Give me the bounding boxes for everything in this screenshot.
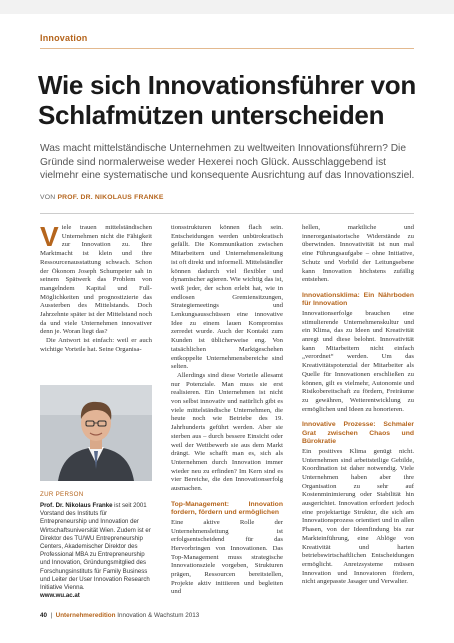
subhead-innovationsklima: Innovationsklima: Ein Nährboden für Innovation <box>302 291 414 308</box>
page-footer <box>40 612 199 619</box>
subhead-innovative-prozesse: Innovative Prozesse: Schmaler Grat zwischen Chaos und Bürokratie <box>302 421 414 446</box>
col3-paragraph-1: hellen, marktliche und innerorganisatorische Widerstände zu überwinden. Innovativität ist nun mal eine Führungsaufgabe – ohne Initiative, Schutz und Vorbild der Leitungsebene kann Innovation höchstens zufällig entstehen. <box>302 224 414 284</box>
author-url-link[interactable]: www.wu.ac.at <box>40 592 80 600</box>
section-rule <box>40 48 414 49</box>
col1-paragraph-1: Viele trauen mittelständischen Unternehmen nicht die Fähigkeit zur Innovation zu. Ihre Marktmacht ist klein und ihre Ressourcenausstattung schwach. Schon der Ökonom Joseph Schumpeter sah in seinem Spätwerk das Problem von mangelndem Kapital und Full-Möglichkeiten und prognostizierte das Aussterben des Mittelstands. Doch Jahrzehnte später ist der Mittelstand noch da und viele Unternehmen innovativer denn je. Woran liegt das? <box>40 221 152 336</box>
author-name: Prof. Dr. Nikolaus Franke <box>40 502 113 509</box>
col2-paragraph-2: Allerdings sind diese Vorteile allesamt nur Potenziale. Man muss sie erst realisieren. Ein Unternehmen ist nicht von selbst innovativ und natürlich gibt es viele mittelständische Unternehmen, die heute noch wie Betriebe des 19. Jahrhunderts geführt werden. Aber sie sterben aus – durch bessere Einsicht oder weil der Wettbewerb sie aus dem Markt drängt. Wie schafft man es, sich als Unternehmen durch Innovation immer wieder neu zu erfinden? Im Kern sind es vier Bereiche, die den Innovationserfolg ausmachen. <box>171 371 283 493</box>
article-subtitle: Was macht mittelständische Unternehmen zu weltweiten Innovationsführern? Die Gründe sind normalerweise weder Hexerei noch Glück. Ausschlaggebend ist vielmehr eine systematische und konsequente Ausrichtung auf das Innovationsziel. <box>40 143 415 181</box>
page-number: 40 <box>40 612 48 619</box>
column-2 <box>171 224 283 597</box>
portrait-illustration <box>40 385 152 481</box>
magazine-name: Unternehmeredition <box>55 612 116 619</box>
col2-paragraph-3: Eine aktive Rolle der Unternehmensleitung ist erfolgsentscheidend für das Hervorbringen von Innovationen. Das Top-Management muss strategische Innovationsziele vorgeben, Strukturen prägen, Ressourcen bereitstellen, Projekte aktiv initiieren und begleiten und <box>171 518 283 596</box>
col3-paragraph-3: Ein positives Klima genügt nicht. Unternehmen sind arbeitsteilige Gebilde, Koordination ist daher notwendig. Viele Unternehmen haben aber ihre Organisation zu sehr auf Kostenminimierung oder Stabilität hin ausgerichtet. Innovation erfordert jedoch eine projektartige Struktur, die sich am Innovationsprozess orientiert und in allen Phasen, von der Ideenfindung bis zur Markteinführung, eine Ablöge von Kreativität und harten betriebswirtschaftlichen Entscheidungen ermöglicht. Anreizsysteme müssen Innovation und Innovatoren fördern, nicht angepasste Jasager und Verwalter. <box>302 447 414 586</box>
article-headline: Wie sich Innovationsführer von Schlafmützen unterscheiden <box>38 70 416 130</box>
col1-paragraph-2: Die Antwort ist einfach: weil er auch wichtige Vorteile hat. Seine Organisa- <box>40 337 152 353</box>
footer-separator: | <box>48 612 54 619</box>
subhead-top-management: Top-Management: Innovation fordern, fördern und ermöglichen <box>171 500 283 517</box>
byline-prefix: VON <box>40 194 56 201</box>
portrait-label: ZUR PERSON <box>40 491 84 498</box>
section-tag: Innovation <box>40 33 88 43</box>
issue-name: Innovation & Wachstum 2013 <box>117 612 200 619</box>
byline-author: PROF. DR. NIKOLAUS FRANKE <box>57 194 164 201</box>
column-1 <box>40 221 152 355</box>
author-bio-text: ist seit 2001 Vorstand des Instituts für Entrepreneurship und Innovation der Wirtschaftsuniversität Wien. Zudem ist er Direktor des TU/WU Entrepreneurship Centers, Akademischer Direktor des Professional MBA zu Entrepreneurship und Innovation, Gründungsmitglied des Forschungsinstituts für Family Business und Leiter der User Innovation Research Initiative Vienna. <box>40 502 151 592</box>
column-3 <box>302 224 414 587</box>
author-bio <box>40 502 152 600</box>
header-divider <box>40 213 414 214</box>
author-portrait <box>40 385 152 481</box>
col2-paragraph-1: tionsstrukturen können flach sein. Entscheidungen werden unbürokratisch gefällt. Die Kommunikation zwischen Mitarbeitern und Unternehmensleitung ist oft direkt und informell. Mittelständler können dadurch viel flexibler und dynamischer agieren. Wie wichtig das ist, weiß jeder, der schon erlebt hat, wie in endlosen Gremiensitzungen, Strategiemeetings und Lenkungsausschüssen eine innovative Idee zu einem lauen Kompromiss zerredet wurde. Auch der Kontakt zum Kunden ist üblicherweise eng. Von tatsächlichen Marktgeschehen entkoppelte Unternehmensbereiche sind selten. <box>171 224 283 371</box>
byline <box>40 194 164 201</box>
top-bar <box>0 0 454 14</box>
drop-cap: V <box>40 221 59 252</box>
col3-paragraph-2: Innovationserfolge brauchen eine stimulierende Unternehmenskultur und ein Klima, das zu Ideen und Kreativität anregt und diese belohnt. Innovativität kann Mitarbeitern nicht einfach „verordnet“ werden. Um das Kreativitätspotenzial der Mitarbeiter als Quelle für Innovationen erschließen zu können, gilt es vielmehr, Autonomie und Risikobereitschaft zu fördern, Freiräume zu gewähren, Weiterentwicklung zu ermöglichen und Ideen zu honorieren. <box>302 309 414 413</box>
